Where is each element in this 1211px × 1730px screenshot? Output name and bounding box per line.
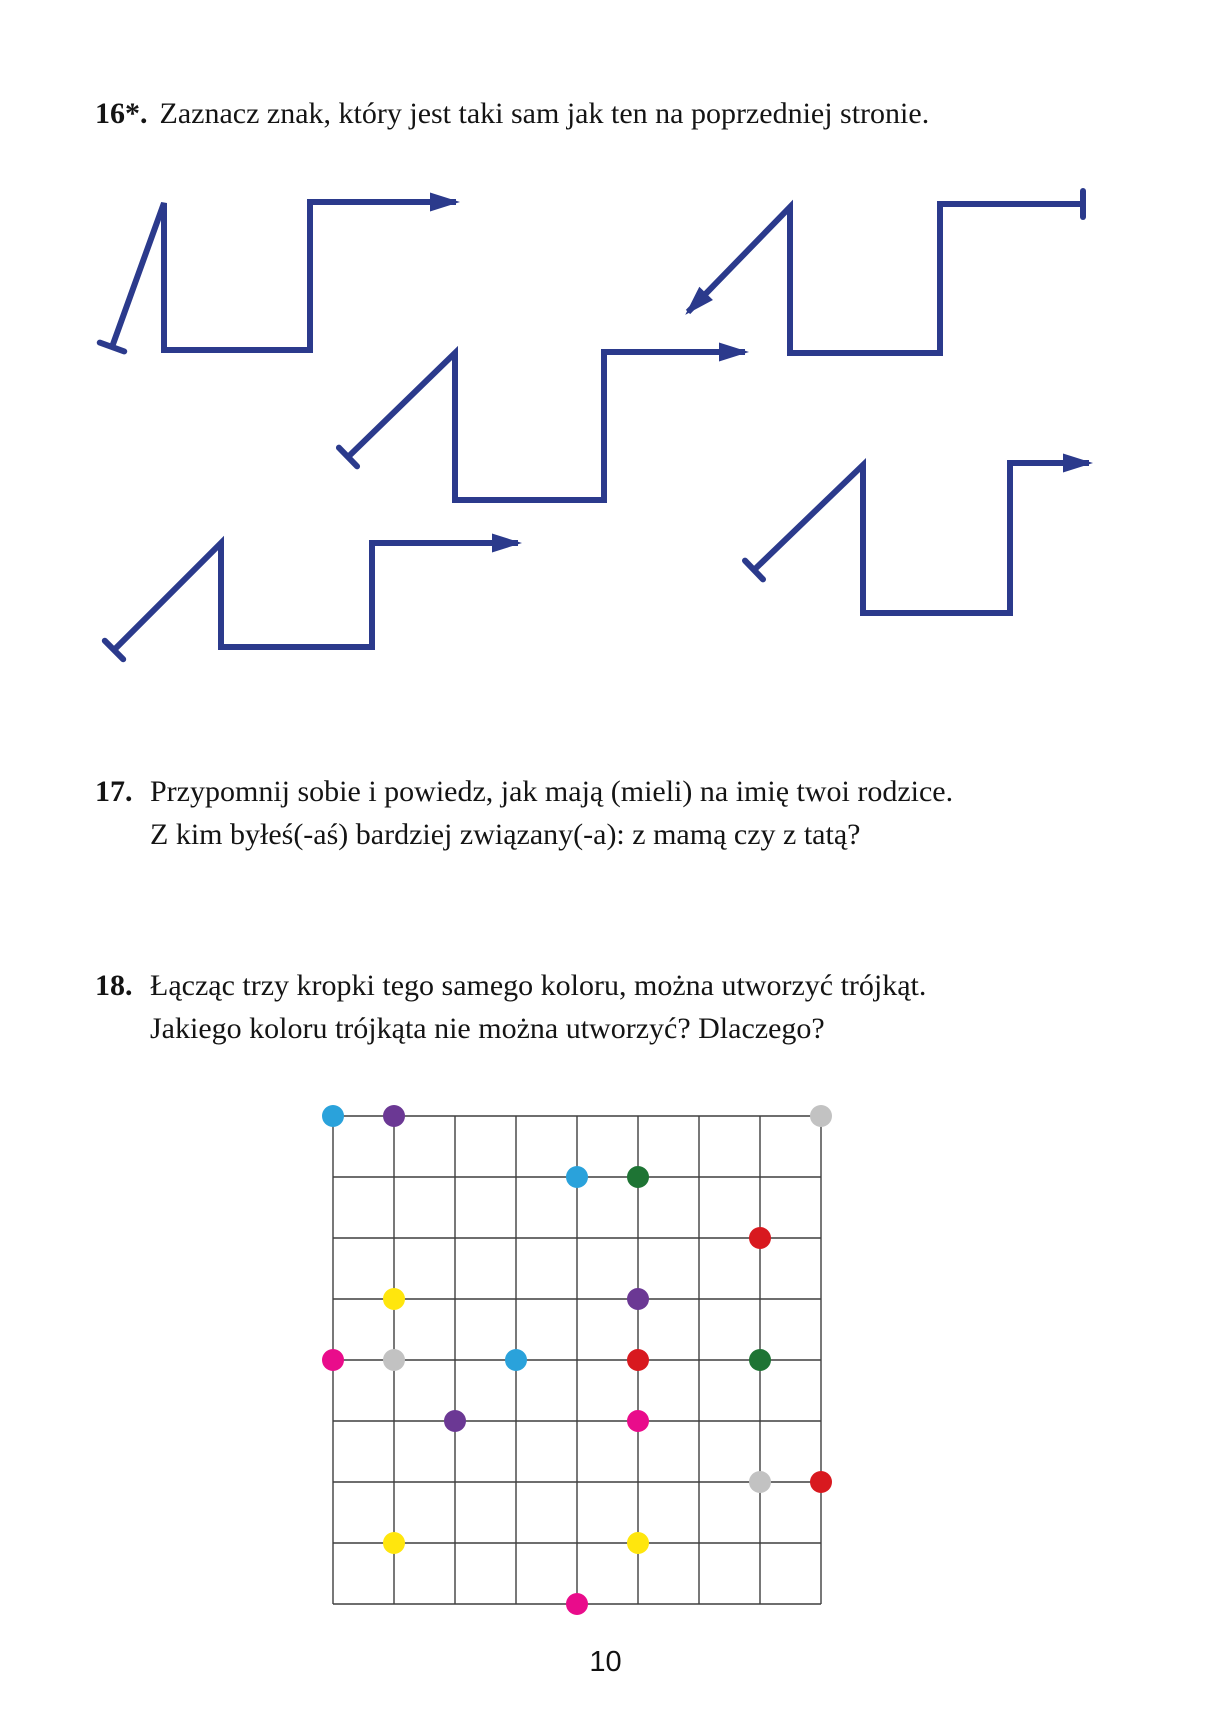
grid-dot-pink[interactable]	[566, 1593, 588, 1615]
grid-dot-pink[interactable]	[627, 1410, 649, 1432]
grid-dot-gray[interactable]	[383, 1349, 405, 1371]
sign-top-right[interactable]	[685, 191, 1083, 353]
task-18-line-2: Jakiego koloru trójkąta nie można utworzyć? Dlaczego?	[150, 1012, 825, 1045]
sign-top-left[interactable]	[100, 193, 460, 352]
task-16-heading	[95, 92, 929, 135]
grid-dot-gray[interactable]	[749, 1471, 771, 1493]
grid-dot-yellow[interactable]	[383, 1532, 405, 1554]
grid-dot-purple[interactable]	[383, 1105, 405, 1127]
sign-line	[114, 543, 518, 650]
grid-dot-green[interactable]	[749, 1349, 771, 1371]
sign-bottom-right[interactable]	[745, 454, 1093, 614]
grid-dot-yellow[interactable]	[383, 1288, 405, 1310]
grid-dot-red[interactable]	[810, 1471, 832, 1493]
sign-options	[100, 191, 1093, 659]
task-18-number: 18.	[95, 969, 133, 1002]
task-18-heading	[95, 964, 926, 1050]
grid-dot-purple[interactable]	[444, 1410, 466, 1432]
sign-bottom-left[interactable]	[105, 534, 522, 660]
grid-dot-red[interactable]	[627, 1349, 649, 1371]
grid-dot-red[interactable]	[749, 1227, 771, 1249]
task-17-text	[150, 770, 953, 856]
task-16-number: 16*.	[95, 97, 148, 130]
task-17-line-2: Z kim byłeś(-aś) bardziej związany(-a): z mamą czy z tatą?	[150, 818, 861, 851]
grid-dot-green[interactable]	[627, 1166, 649, 1188]
task-17-line-1: Przypomnij sobie i powiedz, jak mają (mieli) na imię twoi rodzice.	[150, 775, 954, 808]
arrowhead-icon	[492, 534, 522, 553]
task-17-number: 17.	[95, 775, 133, 808]
task-18-line-1: Łącząc trzy kropki tego samego koloru, można utworzyć trójkąt.	[150, 969, 927, 1002]
arrowhead-icon	[430, 193, 460, 212]
sign-line	[348, 352, 745, 500]
grid-dot-purple[interactable]	[627, 1288, 649, 1310]
sign-line	[688, 204, 1083, 353]
sign-line	[112, 202, 456, 350]
page-number: 10	[589, 1646, 622, 1678]
task-18-text	[150, 964, 926, 1050]
tbar-end-icon	[100, 343, 124, 352]
arrowhead-icon	[1063, 454, 1093, 473]
dot-grid	[333, 1116, 821, 1604]
task-16-text: Zaznacz znak, który jest taki sam jak ten na poprzedniej stronie.	[159, 97, 930, 130]
arrowhead-icon	[719, 343, 749, 362]
grid-dot-blue[interactable]	[322, 1105, 344, 1127]
sign-line	[754, 463, 1089, 613]
grid-dot-yellow[interactable]	[627, 1532, 649, 1554]
task-17-heading	[95, 770, 953, 856]
sign-middle[interactable]	[339, 343, 749, 501]
grid-dot-gray[interactable]	[810, 1105, 832, 1127]
grid-dot-blue[interactable]	[505, 1349, 527, 1371]
grid-dot-pink[interactable]	[322, 1349, 344, 1371]
grid-dot-blue[interactable]	[566, 1166, 588, 1188]
